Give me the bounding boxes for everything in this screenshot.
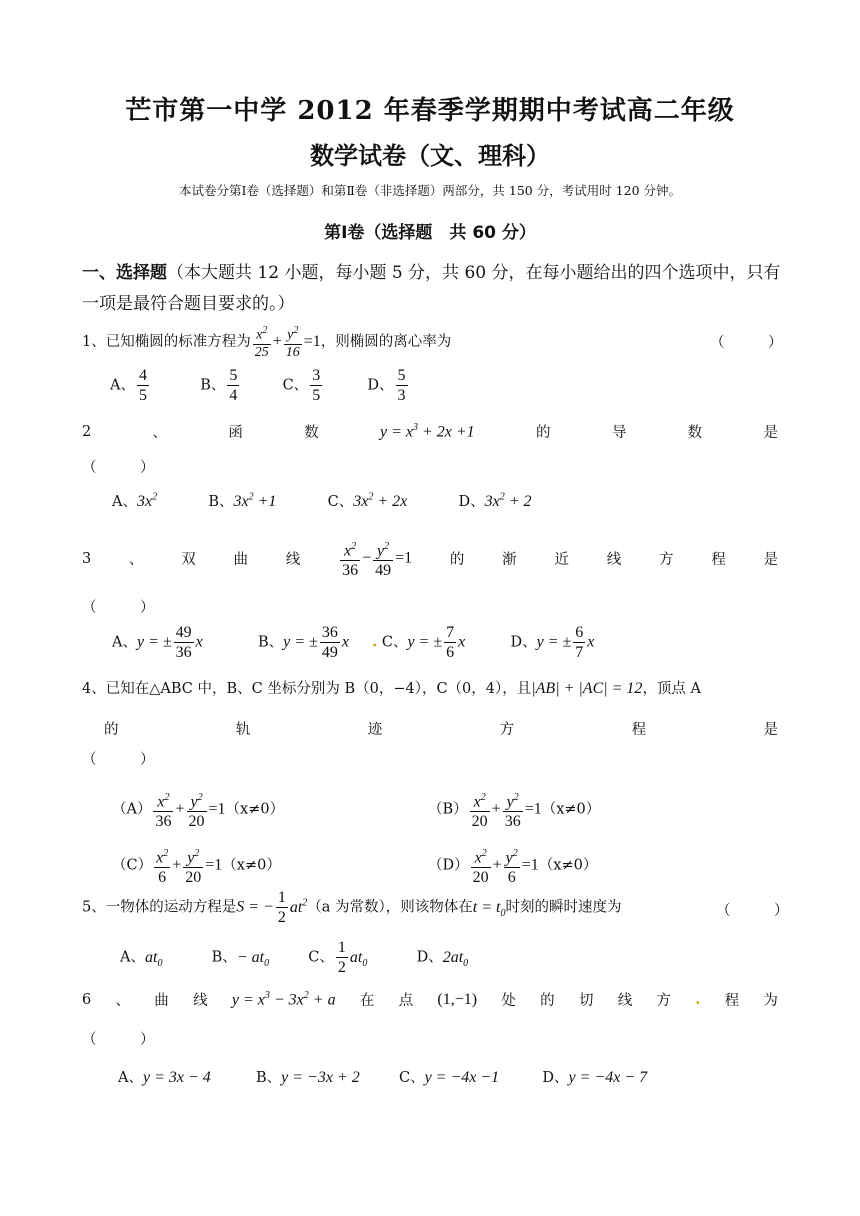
- q4-opt-b-cond: （x≠0）: [541, 801, 601, 818]
- q3-answer-paren: （ ）: [82, 600, 155, 616]
- q2-w: 、: [152, 425, 168, 441]
- q1-suffix: ，则椭圆的离心率为: [320, 333, 452, 350]
- q1-options: [110, 366, 410, 405]
- q1-opt-b-label: B、: [200, 377, 226, 394]
- q4-line2: [104, 718, 778, 739]
- q6-opt-d-label: D、: [542, 1070, 569, 1086]
- q4-w: 轨: [235, 722, 251, 738]
- q4-prefix: 4、已知在△ABC 中，B、C 坐标分别为 B（0，−4），C（0，4），且: [82, 681, 532, 697]
- part-instructions: [82, 258, 782, 320]
- question-5: 5、一物体的运动方程是S = − $\frac{1}{2}$ $at^2(a$ 为常数），则该物体在$t = t_0$时刻的瞬时速度为: [82, 889, 622, 926]
- q4-w: 是: [763, 722, 778, 738]
- q6-w: 处: [501, 993, 516, 1009]
- q4-suffix: ，顶点 A: [642, 681, 702, 697]
- q2-answer-paren: （ ）: [82, 460, 155, 476]
- q6-w: 点: [398, 993, 414, 1009]
- q4-opt-b-label: （B）: [428, 801, 468, 818]
- q4-opt-a-label: （A）: [112, 801, 152, 818]
- q1-opt-c-label: C、: [282, 377, 309, 394]
- q4-option-c: （C） $\frac{x^2}{6}$ + $\frac{y^2}{20}$ =1（x≠0）: [112, 844, 281, 887]
- q2-w: 数: [304, 425, 319, 441]
- q6-w: 的: [540, 993, 555, 1009]
- question-6: [82, 989, 778, 1010]
- section-title: 第Ⅰ卷（选择题 共 60 分）: [324, 223, 536, 243]
- stray-mark: .: [372, 633, 378, 651]
- q5-mid: （a 为常数），则该物体在: [307, 899, 473, 916]
- q6-w: 、: [115, 993, 131, 1009]
- q3-opt-a-label: A、: [112, 634, 137, 651]
- q3-w: 线: [285, 552, 301, 569]
- q1-opt-a-label: A、: [110, 377, 135, 394]
- q3-w: 程: [711, 552, 726, 569]
- q3-opt-c-label: C、: [381, 634, 408, 651]
- q4-w: 迹: [367, 722, 383, 738]
- q4-opt-a-cond: （x≠0）: [225, 801, 285, 818]
- q6-options: A、y = 3x − 4 B、y = −3x + 2 C、y = −4x −1 D、y = −4x − 7: [118, 1069, 648, 1086]
- q3-w: 、: [129, 552, 144, 569]
- q4-option-a: （A） $\frac{x^2}{36}$ + $\frac{y^2}{20}$ =1（x≠0）: [112, 788, 284, 831]
- q3-options: A、y = ± $\frac{49}{36}$ x B、y = ± $\frac{36}{49}$ x . C、y = ± $\frac{7}{6}$ x D、y = ± $\frac{6}{7}$ x: [112, 624, 595, 661]
- q6-w: 线: [193, 993, 208, 1009]
- q3-w: 线: [606, 552, 622, 569]
- q6-answer-paren: （ ）: [82, 1032, 155, 1048]
- q4-opt-d-cond: （x≠0）: [538, 857, 598, 874]
- q4-w: 的: [104, 722, 119, 738]
- q4-condition: |AB| + |AC| = 12: [531, 680, 643, 697]
- q4-opt-c-label: （C）: [112, 857, 153, 874]
- q6-w: 线: [617, 993, 633, 1009]
- q2-opt-a-label: A、: [112, 494, 137, 510]
- q2-opt-d-label: D、: [458, 494, 485, 510]
- q2-options: A、$3x^2$ B、$3x^2 +1$ C、$3x^2 + 2x$ D、$3x^2 + 2$: [112, 491, 532, 510]
- exam-subtitle: 数学试卷（文、理科）: [310, 141, 550, 170]
- q2-w: 2: [82, 423, 92, 440]
- q5-prefix: 5、一物体的运动方程是: [82, 899, 237, 916]
- q3-w: 的: [449, 552, 465, 569]
- q5-suffix: 时刻的瞬时速度为: [505, 899, 622, 916]
- q2-w: 数: [687, 425, 703, 441]
- q1-eq-frac-x: $\frac{x^2}{25}$: [254, 325, 269, 360]
- q1-opt-a: $\frac{4}{5}$: [138, 367, 147, 404]
- q6-w: 方: [656, 993, 671, 1009]
- q4-opt-c-cond: （x≠0）: [222, 857, 281, 874]
- q2-w: 的: [536, 425, 551, 441]
- q3-w: 3: [82, 550, 92, 567]
- q3-w: 双: [181, 552, 196, 569]
- q4-answer-paren: （ ）: [82, 752, 155, 768]
- q6-w: 在: [359, 993, 375, 1009]
- q5-opt-d-label: D、: [416, 949, 443, 966]
- q5-opt-c-label: C、: [308, 949, 334, 966]
- q2-w: 是: [763, 425, 778, 441]
- q2-w: 导: [611, 425, 627, 441]
- question-1: 1、已知椭圆的标准方程为 $\frac{x^2}{25}$ + $\frac{y^2}{16}$ =1，则椭圆的离心率为: [82, 325, 452, 360]
- q1-prefix: 1、已知椭圆的标准方程为: [82, 333, 251, 350]
- exam-note: 本试卷分第Ⅰ卷（选择题）和第Ⅱ卷（非选择题）两部分，共 150 分，考试用时 120 分钟。: [178, 183, 682, 198]
- q3-w: 曲: [233, 552, 249, 569]
- q4-option-d: （D） $\frac{x^2}{20}$ + $\frac{y^2}{6}$ =1（x≠0）: [428, 844, 597, 887]
- part-instructions-text: （本大题共 12 小题，每小题 5 分，共 60 分，在每小题给出的四个选项中，只有一项是最符合题目要求的。）: [82, 263, 781, 314]
- q2-opt-c-label: C、: [327, 494, 354, 510]
- q4-option-b: （B） $\frac{x^2}{20}$ + $\frac{y^2}{36}$ =1（x≠0）: [428, 788, 600, 831]
- q1-opt-d: $\frac{5}{3}$: [397, 367, 406, 404]
- q6-w: 曲: [154, 993, 169, 1009]
- q6-curve: $y = x^3 - 3x^2 + a$: [231, 989, 336, 1009]
- q4-opt-d-label: （D）: [428, 857, 469, 874]
- stray-mark: .: [695, 991, 701, 1008]
- q6-w: 切: [578, 993, 594, 1009]
- q6-opt-c-label: C、: [398, 1070, 425, 1086]
- q3-w: 渐: [502, 552, 517, 569]
- question-4: [82, 677, 701, 698]
- exam-title: 芒市第一中学 2012 年春季学期期中考试高二年级: [125, 96, 735, 126]
- q3-equation: $\frac{x^2}{36}$ − $\frac{y^2}{49}$ =1: [338, 537, 412, 580]
- q6-w: 6: [82, 991, 92, 1008]
- part-label: 一、选择题: [82, 263, 167, 283]
- q6-point: (1,−1): [437, 990, 478, 1008]
- q5-options: A、$at_0$ B、− $at_0$ C、 $\frac{1}{2}$ $at_0$ D、$2at_0$: [120, 939, 469, 976]
- q3-opt-b-label: B、: [258, 634, 284, 651]
- q1-opt-c: $\frac{3}{5}$: [312, 367, 321, 404]
- q1-eq-frac-y: $\frac{y^2}{16}$: [285, 325, 300, 360]
- q3-w: 方: [658, 552, 674, 569]
- question-3: [82, 537, 778, 580]
- q2-w: 函: [228, 425, 243, 441]
- q3-opt-d-label: D、: [510, 634, 537, 651]
- q6-w: 为: [763, 993, 778, 1009]
- q4-w: 方: [499, 722, 515, 738]
- q3-w: 近: [554, 552, 569, 569]
- q5-answer-paren: （ ）: [716, 903, 789, 919]
- q2-opt-b-label: B、: [208, 494, 234, 510]
- q5-opt-b-label: B、: [211, 949, 237, 966]
- q6-opt-b-label: B、: [256, 1070, 282, 1086]
- q1-answer-paren: （ ）: [710, 335, 783, 351]
- q1-opt-b: $\frac{5}{4}$: [229, 367, 238, 404]
- q2-function: $y = x^3 + 2x +1$: [379, 421, 475, 441]
- q3-w: 是: [763, 552, 778, 569]
- q5-opt-a-label: A、: [120, 949, 145, 966]
- q6-opt-a-label: A、: [118, 1070, 143, 1086]
- q4-w: 程: [631, 722, 647, 738]
- q6-w: 程: [724, 993, 740, 1009]
- question-2: [82, 421, 778, 442]
- q1-opt-d-label: D、: [367, 377, 394, 394]
